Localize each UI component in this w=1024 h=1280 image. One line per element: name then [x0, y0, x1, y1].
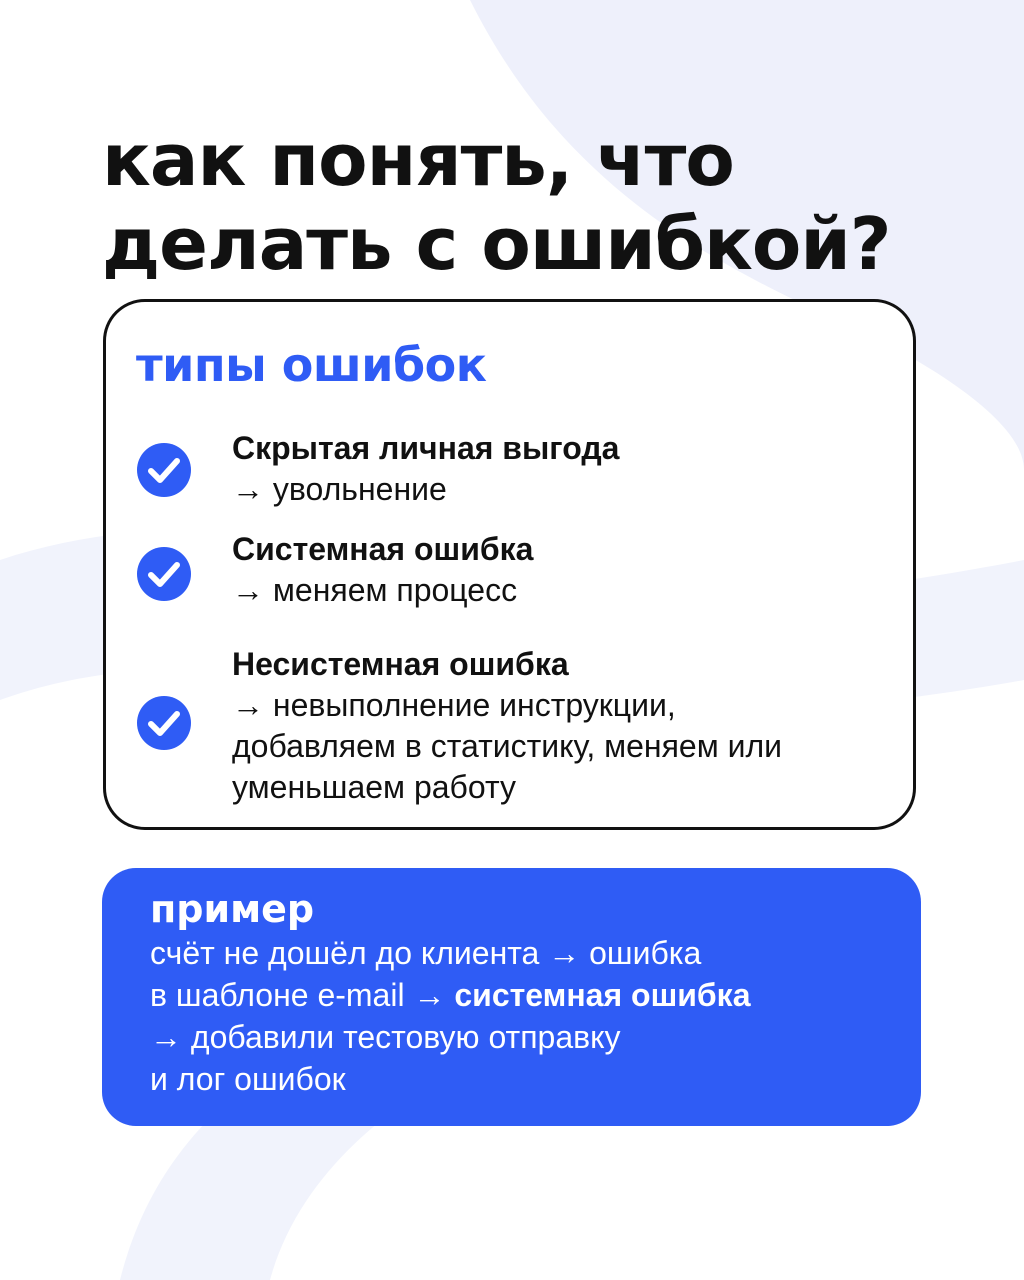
checkmark-circle-icon: [136, 442, 192, 498]
error-type-name: Скрытая личная выгода: [232, 430, 620, 466]
error-types-heading: типы ошибок: [136, 338, 487, 392]
page-title: [102, 118, 922, 286]
page-title-line-2: делать с ошибкой?: [102, 202, 891, 286]
error-type-text: [232, 428, 892, 510]
example-line: счёт не дошёл до клиента → ошибка: [150, 935, 702, 971]
error-type-text: [232, 529, 892, 611]
error-type-result: → увольнение: [232, 471, 447, 507]
example-card: [102, 868, 921, 1126]
error-type-result: → меняем процесс: [232, 572, 518, 608]
example-line: и лог ошибок: [150, 1061, 346, 1097]
checkmark-circle-icon: [136, 695, 192, 751]
error-type-name: Несистемная ошибка: [232, 646, 569, 682]
example-heading: пример: [150, 887, 315, 931]
checkmark-circle-icon: [136, 546, 192, 602]
error-type-name: Системная ошибка: [232, 531, 534, 567]
error-types-card: [103, 299, 916, 830]
error-type-result-line: добавляем в статистику, меняем или: [232, 728, 782, 764]
example-line-prefix: в шаблоне e-mail →: [150, 977, 455, 1013]
error-type-text: [232, 644, 892, 808]
error-type-result-line: уменьшаем работу: [232, 769, 516, 805]
example-text: [150, 932, 890, 1100]
page-title-line-1: как понять, что: [102, 118, 734, 202]
error-type-result-line: → невыполнение инструкции,: [232, 687, 676, 723]
example-highlight: системная ошибка: [454, 977, 751, 1013]
example-line: [150, 974, 890, 1016]
example-line: → добавили тестовую отправку: [150, 1019, 621, 1055]
